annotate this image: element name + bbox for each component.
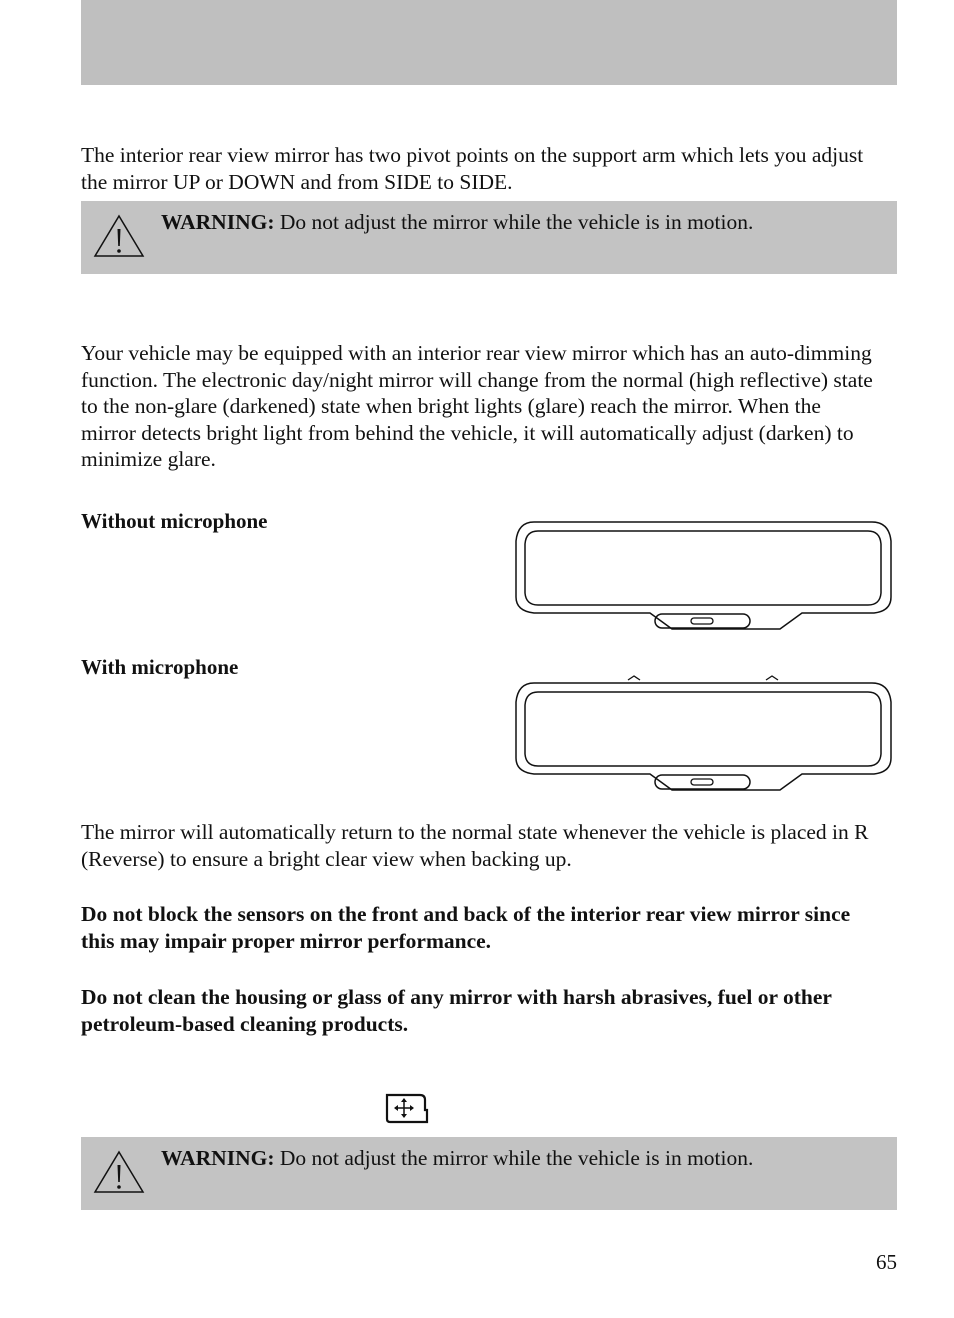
auto-dim-paragraph: Your vehicle may be equipped with an interior rear view mirror which has an auto-dimming function. The electronic day/night mirror will change from the normal (high reflective) state to the non-glare (darkened) state when bright lights (glare) reach the mirror. When the mirror detects bright light from behind the vehicle, it will automatically adjust (darken) to minimize glare. — [81, 341, 873, 471]
warning-text-2 — [161, 1145, 881, 1172]
label-without-microphone: Without microphone — [81, 509, 268, 533]
label-with-microphone: With microphone — [81, 655, 239, 679]
warning-box-1 — [81, 201, 897, 274]
warning-triangle-icon — [93, 213, 145, 259]
warning-message-2: Do not adjust the mirror while the vehicle is in motion. — [274, 1146, 754, 1170]
warning-label-1: WARNING: — [161, 210, 275, 234]
microphone-left-icon — [628, 676, 640, 680]
mirror-with-microphone-illustration — [512, 672, 894, 794]
sensor-note: Do not block the sensors on the front and back of the interior rear view mirror since this may impair proper mirror performance. — [81, 902, 851, 953]
warning-triangle-icon — [93, 1149, 145, 1195]
power-mirror-control-icon — [384, 1092, 430, 1126]
mirror-without-microphone-illustration — [512, 519, 894, 633]
page-number: 65 — [876, 1250, 897, 1274]
cleaning-note: Do not clean the housing or glass of any mirror with harsh abrasives, fuel or other petroleum-based cleaning products. — [81, 985, 832, 1036]
warning-label-2: WARNING: — [161, 1146, 275, 1170]
reverse-paragraph: The mirror will automatically return to the normal state whenever the vehicle is placed in R (Reverse) to ensure a bright clear view when backing up. — [81, 820, 869, 871]
intro-paragraph: The interior rear view mirror has two pivot points on the support arm which lets you adjust the mirror UP or DOWN and from SIDE to SIDE. — [81, 143, 864, 194]
header-bar — [81, 0, 897, 85]
microphone-right-icon — [766, 676, 778, 680]
warning-message-1: Do not adjust the mirror while the vehicle is in motion. — [274, 210, 754, 234]
warning-box-2 — [81, 1137, 897, 1210]
warning-text-1 — [161, 209, 881, 236]
